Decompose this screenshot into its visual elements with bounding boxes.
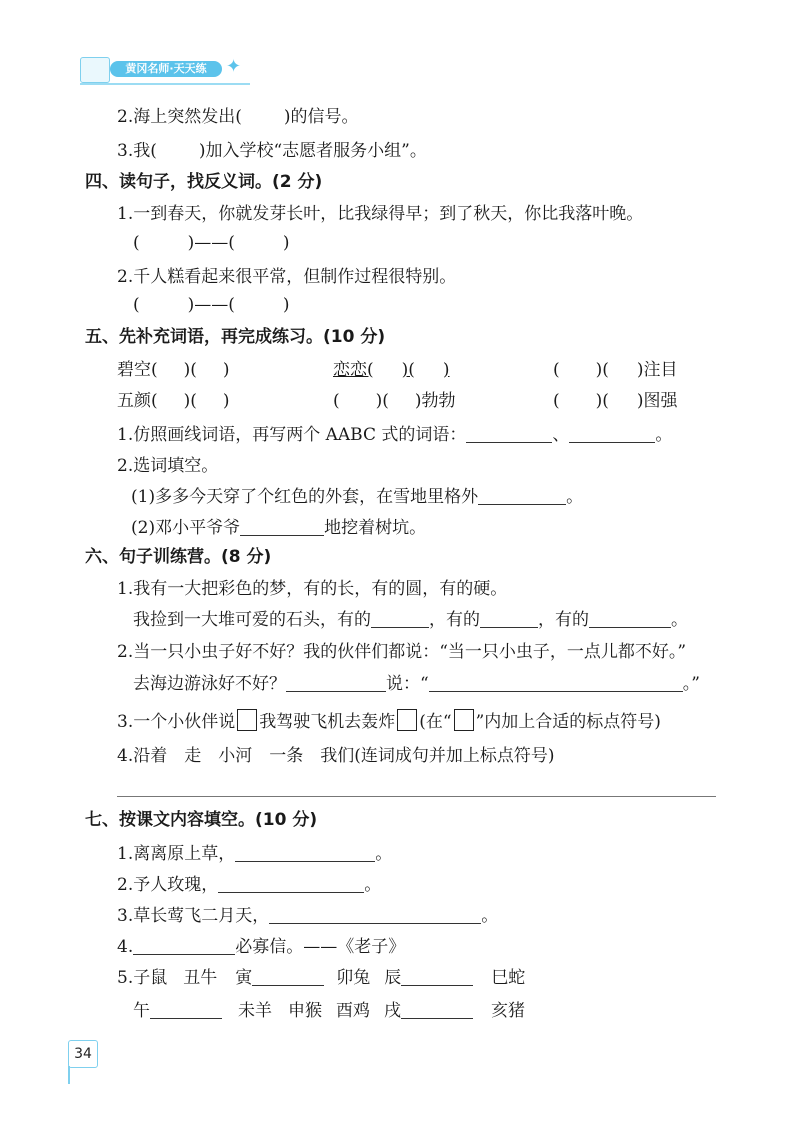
sec5-q2: 2.选词填空。	[117, 456, 219, 476]
sec5-row2-word2: ( )( )勃勃	[333, 391, 456, 411]
sec7-q5-row2: 午 未羊 申猴 酉鸡 戌 亥猪	[133, 1001, 525, 1021]
sec5-q1: 1.仿照画线词语，再写两个 AABC 式的词语： 、 。	[117, 425, 673, 445]
brand-label: 黄冈名师·天天练	[110, 61, 222, 77]
answer-blank[interactable]	[235, 845, 375, 862]
answer-blank[interactable]	[371, 611, 429, 628]
sec7-title: 七、按课文内容填空。(10 分)	[85, 810, 318, 830]
answer-blank[interactable]	[480, 611, 538, 628]
sec5-s1: (1)多多今天穿了个红色的外套，在雪地里格外 。	[131, 487, 584, 507]
sec7-q2: 2.予人玫瑰， 。	[117, 875, 382, 895]
answer-blank[interactable]	[240, 519, 324, 536]
sec3-q3: 3.我( )加入学校“志愿者服务小组”。	[117, 141, 427, 161]
answer-blank[interactable]	[269, 907, 481, 924]
sec4-q1-answer: ( )——( )	[133, 233, 290, 253]
sec4-title: 四、读句子，找反义词。(2 分)	[85, 172, 323, 192]
punctuation-box[interactable]	[397, 709, 417, 731]
answer-blank[interactable]	[133, 938, 235, 955]
sec6-q3: 3.一个小伙伴说 我驾驶飞机去轰炸 (在“ ”内加上合适的标点符号)	[117, 709, 661, 733]
sec4-q2-answer: ( )——( )	[133, 295, 290, 315]
sec6-q4: 4.沿着 走 小河 一条 我们(连词成句并加上标点符号)	[117, 746, 555, 766]
sec5-title: 五、先补充词语，再完成练习。(10 分)	[85, 327, 386, 347]
page-number-bar	[68, 1066, 70, 1084]
sec5-row1-word3: ( )( )注目	[553, 360, 678, 380]
sec6-q1-answer: 我捡到一大堆可爱的石头，有的 ，有的 ，有的 。	[133, 610, 688, 630]
sec5-s2: (2)邓小平爷爷 地挖着树坑。	[131, 518, 427, 538]
header-banner	[80, 55, 245, 83]
sec5-row1-word1: 碧空( )( )	[117, 360, 230, 380]
answer-blank[interactable]	[478, 488, 566, 505]
star-icon: ✦	[226, 56, 242, 77]
page-number: 34	[68, 1040, 98, 1068]
sec7-q4: 4. 必寡信。——《老子》	[117, 937, 406, 957]
sec6-q2: 2.当一只小虫子好不好？我的伙伴们都说：“当一只小虫子，一点儿都不好。”	[117, 642, 687, 662]
answer-blank[interactable]	[466, 426, 552, 443]
sec4-q2: 2.千人糕看起来很平常，但制作过程很特别。	[117, 267, 457, 287]
answer-blank[interactable]	[401, 1002, 473, 1019]
sec6-q2-answer: 去海边游泳好不好？ 说：“ 。”	[133, 674, 700, 694]
sec5-row1-word2: 恋恋( )( )	[333, 360, 450, 380]
answer-blank[interactable]	[569, 426, 655, 443]
sec5-row2-word3: ( )( )图强	[553, 391, 678, 411]
answer-blank[interactable]	[401, 969, 473, 986]
sec7-q3: 3.草长莺飞二月天， 。	[117, 906, 499, 926]
sec5-row2-word1: 五颜( )( )	[117, 391, 230, 411]
sec3-q2: 2.海上突然发出( )的信号。	[117, 107, 359, 127]
bear-logo-icon	[80, 57, 110, 83]
header-underline	[80, 83, 250, 85]
answer-blank[interactable]	[150, 1002, 222, 1019]
answer-blank[interactable]	[252, 969, 324, 986]
answer-blank[interactable]	[589, 611, 671, 628]
answer-blank[interactable]	[218, 876, 364, 893]
answer-blank[interactable]	[286, 675, 386, 692]
sec4-q1: 1.一到春天，你就发芽长叶，比我绿得早；到了秋天，你比我落叶晚。	[117, 204, 644, 224]
sec7-q1: 1.离离原上草， 。	[117, 844, 393, 864]
punctuation-box-sample	[454, 709, 474, 731]
sec6-q1: 1.我有一大把彩色的梦，有的长，有的圆，有的硬。	[117, 579, 508, 599]
answer-line[interactable]	[117, 796, 716, 797]
punctuation-box[interactable]	[237, 709, 257, 731]
answer-blank[interactable]	[429, 675, 683, 692]
sec6-title: 六、句子训练营。(8 分)	[85, 547, 272, 567]
sec7-q5-row1: 5.子鼠 丑牛 寅 卯兔 辰 巳蛇	[117, 968, 526, 988]
